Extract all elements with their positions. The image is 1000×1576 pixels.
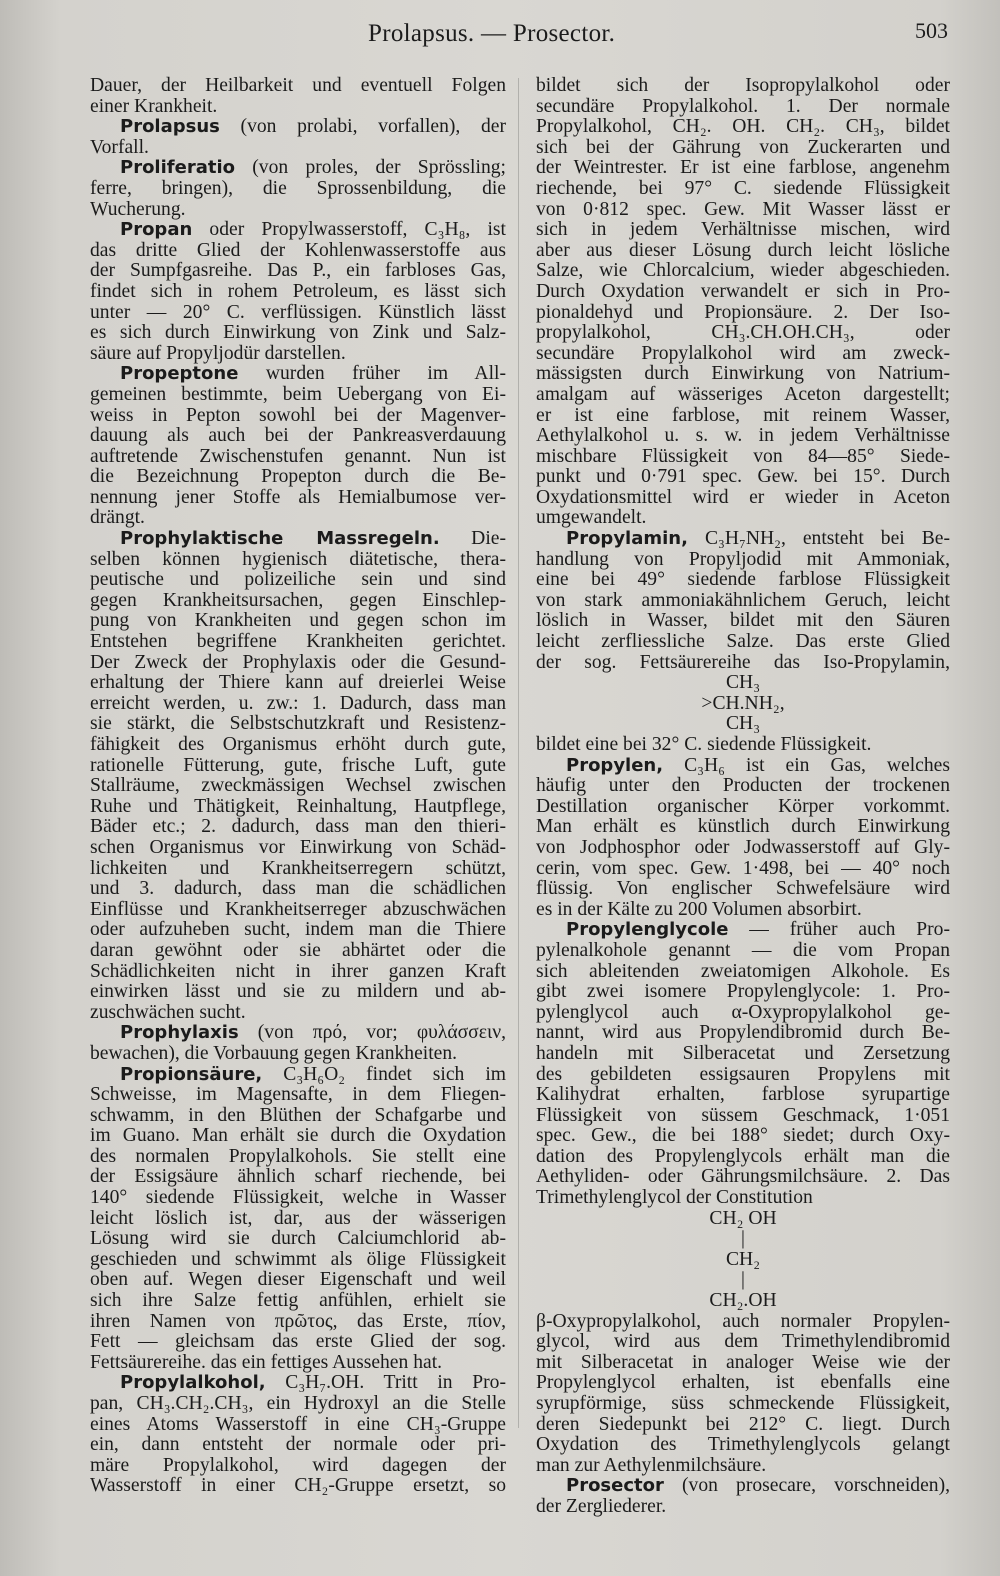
line-text: dation des Propylenglycols erhält man die	[536, 1146, 950, 1167]
text-line	[536, 261, 950, 282]
line-text: der Sumpfgasreihe. Das P., ein farbloses Gas,	[90, 261, 506, 282]
text-line	[536, 117, 950, 138]
text-line	[536, 200, 950, 221]
line-text: sich in jedem Verhältnisse mischen, wird	[536, 220, 950, 241]
text-line	[536, 550, 950, 571]
line-text: Wucherung.	[90, 199, 186, 220]
line-text: erhaltung der Thiere kann auf dreierlei Weise	[90, 673, 506, 694]
line-text: sie stärkt, die Selbstschutzkraft und Resistenz-	[90, 714, 506, 735]
line-text: C₃H₆ ist ein Gas, welches	[663, 755, 950, 776]
line-text: leicht löslich ist, dar, aus der wässerigen	[90, 1208, 506, 1229]
line-text: findet sich in rohem Petroleum, es lässt sich	[90, 281, 506, 302]
entry-line	[90, 220, 506, 241]
text-line	[90, 282, 506, 303]
text-line	[536, 1065, 950, 1086]
text-line	[536, 364, 950, 385]
text-line	[536, 138, 950, 159]
text-line	[536, 817, 950, 838]
text-line	[536, 941, 950, 962]
line-text: handeln mit Silberacetat und Zersetzung	[536, 1043, 950, 1064]
line-text: daran gewöhnt oder sie abhärtet oder die	[90, 940, 506, 961]
text-line	[90, 1312, 506, 1333]
text-line	[90, 385, 506, 406]
text-line	[90, 426, 506, 447]
line-text: Durch Oxydation verwandelt er sich in Pro-	[536, 281, 950, 302]
text-line	[536, 1394, 950, 1415]
line-text: geschieden und schwimmt als ölige Flüssigkeit	[90, 1249, 506, 1270]
line-text: schwamm, in den Blüthen der Schafgarbe und	[90, 1105, 506, 1126]
text-line	[90, 1291, 506, 1312]
line-text: secundäre Propylalkohol. 1. Der normale	[536, 96, 950, 117]
line-text: das dritte Glied der Kohlenwasserstoffe aus	[90, 240, 506, 261]
line-text: es sich durch Einwirkung von Zink und Salz-	[90, 323, 506, 344]
line-text: eines Atoms Wasserstoff in eine CH₃-Gruppe	[90, 1414, 506, 1435]
line-text: rationelle Fütterung, gute, frische Luft, gute	[90, 755, 506, 776]
text-line	[536, 1456, 950, 1477]
text-line	[536, 303, 950, 324]
line-text: des normalen Propylalkohols. Sie stellt eine	[90, 1146, 506, 1167]
line-text: Aethylalkohol u. s. w. in jedem Verhältnisse	[536, 426, 950, 447]
line-text: Fett — gleichsam das erste Glied der sog.	[90, 1332, 506, 1353]
text-line	[90, 653, 506, 674]
text-line	[536, 1167, 950, 1188]
text-line	[90, 1044, 506, 1065]
line-text: (von prosecare, vorschneiden),	[663, 1476, 950, 1497]
text-line	[90, 488, 506, 509]
text-line	[90, 797, 506, 818]
text-line	[536, 1147, 950, 1168]
entry-line	[536, 756, 950, 777]
text-line	[90, 1332, 506, 1353]
line-text: eine bei 49° siedende farblose Flüssigkeit	[536, 570, 950, 591]
line-text: leicht zerfliessliche Salze. Das erste Glied	[536, 632, 950, 653]
text-line	[90, 1250, 506, 1271]
line-text: (von proles, der Sprössling;	[234, 158, 506, 179]
entry-headword: Propylalkohol,	[120, 1373, 266, 1394]
text-line	[536, 508, 950, 529]
line-text: wurden früher im All-	[238, 364, 506, 385]
line-text: CH₃	[725, 673, 761, 694]
entry-headword: Prolapsus	[120, 117, 220, 138]
text-line	[536, 1209, 950, 1230]
text-line	[90, 756, 506, 777]
text-line	[536, 1106, 950, 1127]
line-text: >CH.NH₂,	[701, 693, 785, 714]
line-text: selben können hygienisch diätetische, thera-	[90, 549, 506, 570]
entry-headword: Propylen,	[566, 755, 664, 776]
line-text: dauung als auch bei der Pankreasverdauung	[90, 426, 506, 447]
line-text: sich ableitenden zweiatomigen Alkohole. Es	[536, 961, 950, 982]
line-text: Oxydationsmittel wird er wieder in Aceton	[536, 487, 950, 508]
line-text: märe Propylalkohol, wird dagegen der	[90, 1455, 506, 1476]
text-line	[90, 1085, 506, 1106]
entry-line	[536, 920, 950, 941]
line-text: der Zergliederer.	[536, 1496, 667, 1517]
line-text: C₃H₇.OH. Tritt in Pro-	[265, 1373, 506, 1394]
text-line	[536, 1497, 950, 1518]
entry-line	[90, 158, 506, 179]
text-line	[536, 1332, 950, 1353]
line-text: weiss in Pepton sowohl bei der Magenver-	[90, 405, 506, 426]
text-line	[536, 1229, 950, 1250]
line-text: er ist eine farblose, mit reinem Wasser,	[536, 405, 950, 426]
text-line	[90, 550, 506, 571]
line-text: Salze, wie Chlorcalcium, wieder abgeschieden.	[536, 261, 950, 282]
text-line	[536, 385, 950, 406]
text-line	[536, 76, 950, 97]
line-text: — früher auch Pro-	[728, 920, 950, 941]
text-line	[90, 941, 506, 962]
text-line	[90, 323, 506, 344]
text-line	[536, 1126, 950, 1147]
line-text: pylenglycol auch α-Oxypropylalkohol ge-	[536, 1002, 950, 1023]
line-text: Stallräume, zweckmässigen Wechsel zwischen	[90, 776, 506, 797]
line-text: (von prolabi, vorfallen), der	[219, 117, 506, 138]
line-text: spec. Gew., die bei 188° siedet; durch Oxy-	[536, 1126, 950, 1147]
line-text: CH₂.OH	[709, 1291, 777, 1312]
line-text: amalgam auf wässeriges Aceton dargestellt;	[536, 384, 950, 405]
text-line	[90, 920, 506, 941]
text-line	[536, 982, 950, 1003]
line-text: sich bei der Gährung von Zuckerarten und	[536, 137, 950, 158]
text-line	[536, 406, 950, 427]
page-number: 503	[915, 18, 948, 43]
text-line	[90, 76, 506, 97]
line-text: Fettsäurereihe. das ein fettiges Aussehen hat.	[90, 1352, 443, 1373]
text-line	[90, 1476, 506, 1497]
line-text: oder Propylwasserstoff, C₃H₈, ist	[192, 220, 506, 241]
text-line	[90, 138, 506, 159]
line-text: mässigsten durch Einwirkung von Natrium-	[536, 364, 950, 385]
line-text: Kalihydrat erhalten, farblose syrupartige	[536, 1085, 950, 1106]
line-text: cerin, vom spec. Gew. 1·498, bei — 40° noch	[536, 858, 950, 879]
entry-line	[536, 529, 950, 550]
line-text: ferre, bringen), die Sprossenbildung, die	[90, 178, 506, 199]
line-text: des gebildeten essigsauren Propylens mit	[536, 1064, 950, 1085]
text-line	[90, 1126, 506, 1147]
line-text: β-Oxypropylalkohol, auch normaler Propylen-	[536, 1311, 950, 1332]
text-line	[536, 1270, 950, 1291]
text-line	[90, 611, 506, 632]
text-line	[90, 714, 506, 735]
entry-headword: Propionsäure,	[120, 1064, 263, 1085]
line-text: man zur Aethylenmilchsäure.	[536, 1455, 767, 1476]
line-text: mischbare Flüssigkeit von 84—85° Siede-	[536, 446, 950, 467]
line-text: pan, CH₃.CH₂.CH₃, ein Hydroxyl an die Stelle	[90, 1394, 506, 1414]
line-text: Destillation organischer Körper vorkommt.	[536, 796, 950, 817]
line-text: Dauer, der Heilbarkeit und eventuell Folgen	[90, 76, 506, 96]
text-line	[90, 1435, 506, 1456]
text-line	[90, 859, 506, 880]
text-line	[536, 838, 950, 859]
line-text: ein, dann entsteht der normale oder pri-	[90, 1435, 506, 1456]
line-text: bildet eine bei 32° C. siedende Flüssigkeit.	[536, 735, 872, 755]
entry-line	[90, 1023, 506, 1044]
line-text: und 3. dadurch, dass man die schädlichen	[90, 879, 506, 900]
line-text: Schweisse, im Magensafte, in dem Fliegen-	[90, 1085, 506, 1106]
line-text: mit Silberacetat in analoger Weise wie der	[536, 1352, 950, 1373]
line-text: CH₃	[725, 714, 761, 735]
line-text: handlung von Propyljodid mit Ammoniak,	[536, 549, 950, 570]
line-text: der Weintrester. Er ist eine farblose, angenehm	[536, 158, 950, 179]
text-line	[536, 632, 950, 653]
line-text: Man erhält es künstlich durch Einwirkung	[536, 817, 950, 838]
line-text: sich ihre Salze fettig anfühlen, erhielt sie	[90, 1291, 506, 1312]
text-line	[90, 900, 506, 921]
text-line	[536, 879, 950, 900]
line-text: flüssig. Von englischer Schwefelsäure wird	[536, 879, 950, 900]
line-text: gegen Krankheitsursachen, gegen Einschlep-	[90, 590, 506, 611]
line-text: CH₂	[725, 1249, 761, 1270]
text-line	[90, 776, 506, 797]
text-line	[536, 179, 950, 200]
text-line	[536, 1435, 950, 1456]
line-text: einer Krankheit.	[90, 96, 218, 117]
text-line	[90, 447, 506, 468]
text-line	[536, 323, 950, 344]
header-title: Prolapsus. — Prosector.	[368, 20, 616, 47]
line-text: einwirken lässt und sie zu mildern und ab-	[90, 982, 506, 1003]
text-line	[90, 1106, 506, 1127]
entry-headword: Propan	[120, 220, 193, 241]
text-line	[536, 611, 950, 632]
text-line	[536, 1003, 950, 1024]
running-header	[0, 18, 1000, 52]
line-text: von 0·812 spec. Gew. Mit Wasser lässt er	[536, 199, 950, 220]
text-line	[90, 1270, 506, 1291]
entry-headword: Proliferatio	[120, 158, 235, 179]
text-line	[536, 97, 950, 118]
line-text: oder aufzuheben sucht, indem man die Thiere	[90, 920, 506, 941]
text-line	[90, 694, 506, 715]
text-line	[90, 962, 506, 983]
text-line	[90, 1147, 506, 1168]
line-text: schen Organismus vor Einwirkung von Schäd-	[90, 837, 506, 858]
entry-headword: Propeptone	[120, 364, 239, 385]
text-line	[536, 344, 950, 365]
line-text: riechende, bei 97° C. siedende Flüssigkeit	[536, 178, 950, 199]
right-column	[536, 76, 950, 1518]
text-line	[90, 673, 506, 694]
text-line	[536, 797, 950, 818]
text-line	[90, 879, 506, 900]
text-line	[90, 632, 506, 653]
text-line	[536, 1415, 950, 1436]
text-line	[90, 1353, 506, 1374]
line-text: erreicht werden, u. zw.: 1. Dadurch, dass man	[90, 693, 506, 714]
line-text: es in der Kälte zu 200 Volumen absorbirt.	[536, 899, 862, 920]
entry-line	[90, 1065, 506, 1086]
text-line	[90, 97, 506, 118]
text-line	[536, 673, 950, 694]
text-line	[90, 241, 506, 262]
text-line	[90, 1394, 506, 1415]
line-text: Trimethylenglycol der Constitution	[536, 1188, 813, 1209]
entry-headword: Prophylaktische Massregeln.	[120, 529, 440, 550]
line-text: Der Zweck der Prophylaxis oder die Gesund-	[90, 652, 506, 673]
line-text: von Jodphosphor oder Jodwasserstoff auf Gly-	[536, 837, 950, 858]
line-text: säure auf Propyljodür darstellen.	[90, 343, 346, 364]
line-text: |	[741, 1229, 745, 1250]
line-text: löslich in Wasser, bildet mit den Säuren	[536, 611, 950, 632]
text-line	[90, 1167, 506, 1188]
line-text: von stark ammoniakähnlichem Geruch, leicht	[536, 590, 950, 611]
text-line	[536, 282, 950, 303]
entry-headword: Prosector	[566, 1476, 664, 1497]
text-line	[536, 859, 950, 880]
line-text: unter — 20° C. verflüssigen. Künstlich lässt	[90, 302, 506, 323]
left-column	[90, 76, 506, 1497]
text-line	[536, 220, 950, 241]
text-line	[536, 1312, 950, 1333]
line-text: oben auf. Wegen dieser Eigenschaft und weil	[90, 1270, 506, 1291]
line-text: Wasserstoff in einer CH₂-Gruppe ersetzt, so	[90, 1476, 506, 1497]
line-text: |	[741, 1270, 745, 1291]
text-line	[90, 591, 506, 612]
text-line	[536, 158, 950, 179]
text-line	[536, 426, 950, 447]
text-line	[90, 261, 506, 282]
line-text: punkt und 0·791 spec. Gew. bei 15°. Durch	[536, 467, 950, 488]
line-text: 140° siedende Flüssigkeit, welche in Wasser	[90, 1188, 506, 1209]
text-line	[90, 817, 506, 838]
text-line	[90, 570, 506, 591]
line-text: fähigkeit des Organismus erhöht durch gute,	[90, 735, 506, 755]
line-text: der sog. Fettsäurereihe das Iso-Propylamin,	[536, 652, 950, 673]
column-divider	[518, 78, 519, 1428]
text-line	[536, 900, 950, 921]
line-text: auftretende Zwischenstufen genannt. Nun ist	[90, 446, 506, 467]
line-text: glycol, wird aus dem Trimethylendibromid	[536, 1332, 950, 1353]
text-line	[536, 776, 950, 797]
line-text: bewachen), die Vorbauung gegen Krankheiten.	[90, 1043, 458, 1064]
text-line	[90, 344, 506, 365]
text-line	[536, 1085, 950, 1106]
entry-headword: Prophylaxis	[120, 1023, 239, 1044]
text-line	[536, 1250, 950, 1271]
line-text: pung von Krankheiten und gegen schon im	[90, 611, 506, 632]
line-text: (von πρό, vor; φυλάσσειν,	[238, 1023, 506, 1044]
text-line	[90, 467, 506, 488]
entry-line	[90, 364, 506, 385]
entry-line	[90, 117, 506, 138]
text-line	[536, 241, 950, 262]
entry-headword: Propylamin,	[566, 529, 688, 550]
text-line	[536, 447, 950, 468]
text-line	[536, 694, 950, 715]
line-text: Propylenglycol erhalten, ist ebenfalls eine	[536, 1373, 950, 1394]
text-line	[536, 1023, 950, 1044]
line-text: Die-	[439, 529, 506, 550]
line-text: gemeinen bestimmte, beim Uebergang von Ei-	[90, 384, 506, 405]
line-text: Einflüsse und Krankheitserreger abzuschwächen	[90, 899, 506, 920]
line-text: Bäder etc.; 2. dadurch, dass man den thieri-	[90, 817, 506, 838]
text-line	[90, 303, 506, 324]
text-line	[536, 1044, 950, 1065]
text-line	[536, 488, 950, 509]
line-text: deren Siedepunkt bei 212° C. liegt. Durch	[536, 1414, 950, 1435]
text-line	[536, 1291, 950, 1312]
line-text: der Essigsäure ähnlich scharf riechende, bei	[90, 1167, 506, 1188]
text-line	[90, 200, 506, 221]
text-line	[536, 1353, 950, 1374]
line-text: C₃H₇NH₂, entsteht bei Be-	[687, 529, 950, 550]
text-line	[90, 1456, 506, 1477]
line-text: Schädlichkeiten nicht in ihrer ganzen Kraft	[90, 961, 506, 982]
text-line	[90, 735, 506, 756]
text-line	[90, 1209, 506, 1230]
text-line	[536, 962, 950, 983]
line-text: Lösung wird sie durch Calciumchlorid ab-	[90, 1229, 506, 1250]
line-text: Flüssigkeit von süssem Geschmack, 1·051	[536, 1105, 950, 1126]
line-text: nennung jener Stoffe als Hemialbumose ver-	[90, 487, 506, 508]
text-line	[536, 467, 950, 488]
line-text: propylalkohol, CH₃.CH.OH.CH₃, oder	[536, 323, 950, 344]
line-text: gibt zwei isomere Propylenglycole: 1. Pro-	[536, 982, 950, 1003]
text-line	[90, 982, 506, 1003]
line-text: aber aus dieser Lösung durch leicht lösliche	[536, 240, 950, 261]
line-text: syrupförmige, süss schmeckende Flüssigkeit,	[536, 1394, 950, 1414]
line-text: Ruhe und Thätigkeit, Reinhaltung, Hautpflege,	[90, 796, 506, 817]
text-line	[90, 1229, 506, 1250]
text-line	[536, 714, 950, 735]
text-line	[90, 508, 506, 529]
text-line	[90, 1415, 506, 1436]
text-line	[90, 1003, 506, 1024]
line-text: umgewandelt.	[536, 508, 647, 529]
line-text: CH₂ OH	[709, 1208, 777, 1229]
line-text: pionaldehyd und Propionsäure. 2. Der Iso-	[536, 302, 950, 323]
line-text: häufig unter den Producten der trockenen	[536, 776, 950, 797]
line-text: lichkeiten und Krankheitserregern schützt,	[90, 858, 506, 879]
line-text: bildet sich der Isopropylalkohol oder	[536, 76, 950, 96]
text-line	[536, 735, 950, 756]
line-text: Propylalkohol, CH₂. OH. CH₂. CH₃, bildet	[536, 117, 950, 138]
line-text: Entstehen begriffene Krankheiten gerichtet.	[90, 632, 506, 653]
line-text: C₃H₆O₂ findet sich im	[262, 1064, 506, 1085]
line-text: Vorfall.	[90, 137, 149, 158]
text-line	[90, 406, 506, 427]
line-text: drängt.	[90, 508, 145, 529]
entry-line	[90, 1373, 506, 1394]
entry-headword: Propylenglycole	[566, 920, 729, 941]
line-text: ihren Namen von πρῶτος, das Erste, πίον,	[90, 1311, 506, 1332]
entry-line	[536, 1476, 950, 1497]
text-line	[90, 838, 506, 859]
text-line	[90, 179, 506, 200]
text-line	[536, 1373, 950, 1394]
line-text: Aethyliden- oder Gährungsmilchsäure. 2. Das	[536, 1167, 950, 1188]
text-line	[536, 653, 950, 674]
line-text: pylenalkohole genannt — die vom Propan	[536, 940, 950, 961]
line-text: secundäre Propylalkohol wird am zweck-	[536, 343, 950, 364]
text-line	[536, 591, 950, 612]
text-line	[536, 1188, 950, 1209]
line-text: peutische und polizeiliche sein und sind	[90, 570, 506, 591]
line-text: nannt, wird aus Propylendibromid durch Be-	[536, 1023, 950, 1044]
line-text: die Bezeichnung Propepton durch die Be-	[90, 467, 506, 488]
line-text: zuschwächen sucht.	[90, 1002, 246, 1023]
text-line	[536, 570, 950, 591]
entry-line	[90, 529, 506, 550]
text-line	[90, 1188, 506, 1209]
line-text: im Guano. Man erhält sie durch die Oxydation	[90, 1126, 506, 1147]
line-text: Oxydation des Trimethylenglycols gelangt	[536, 1435, 950, 1456]
